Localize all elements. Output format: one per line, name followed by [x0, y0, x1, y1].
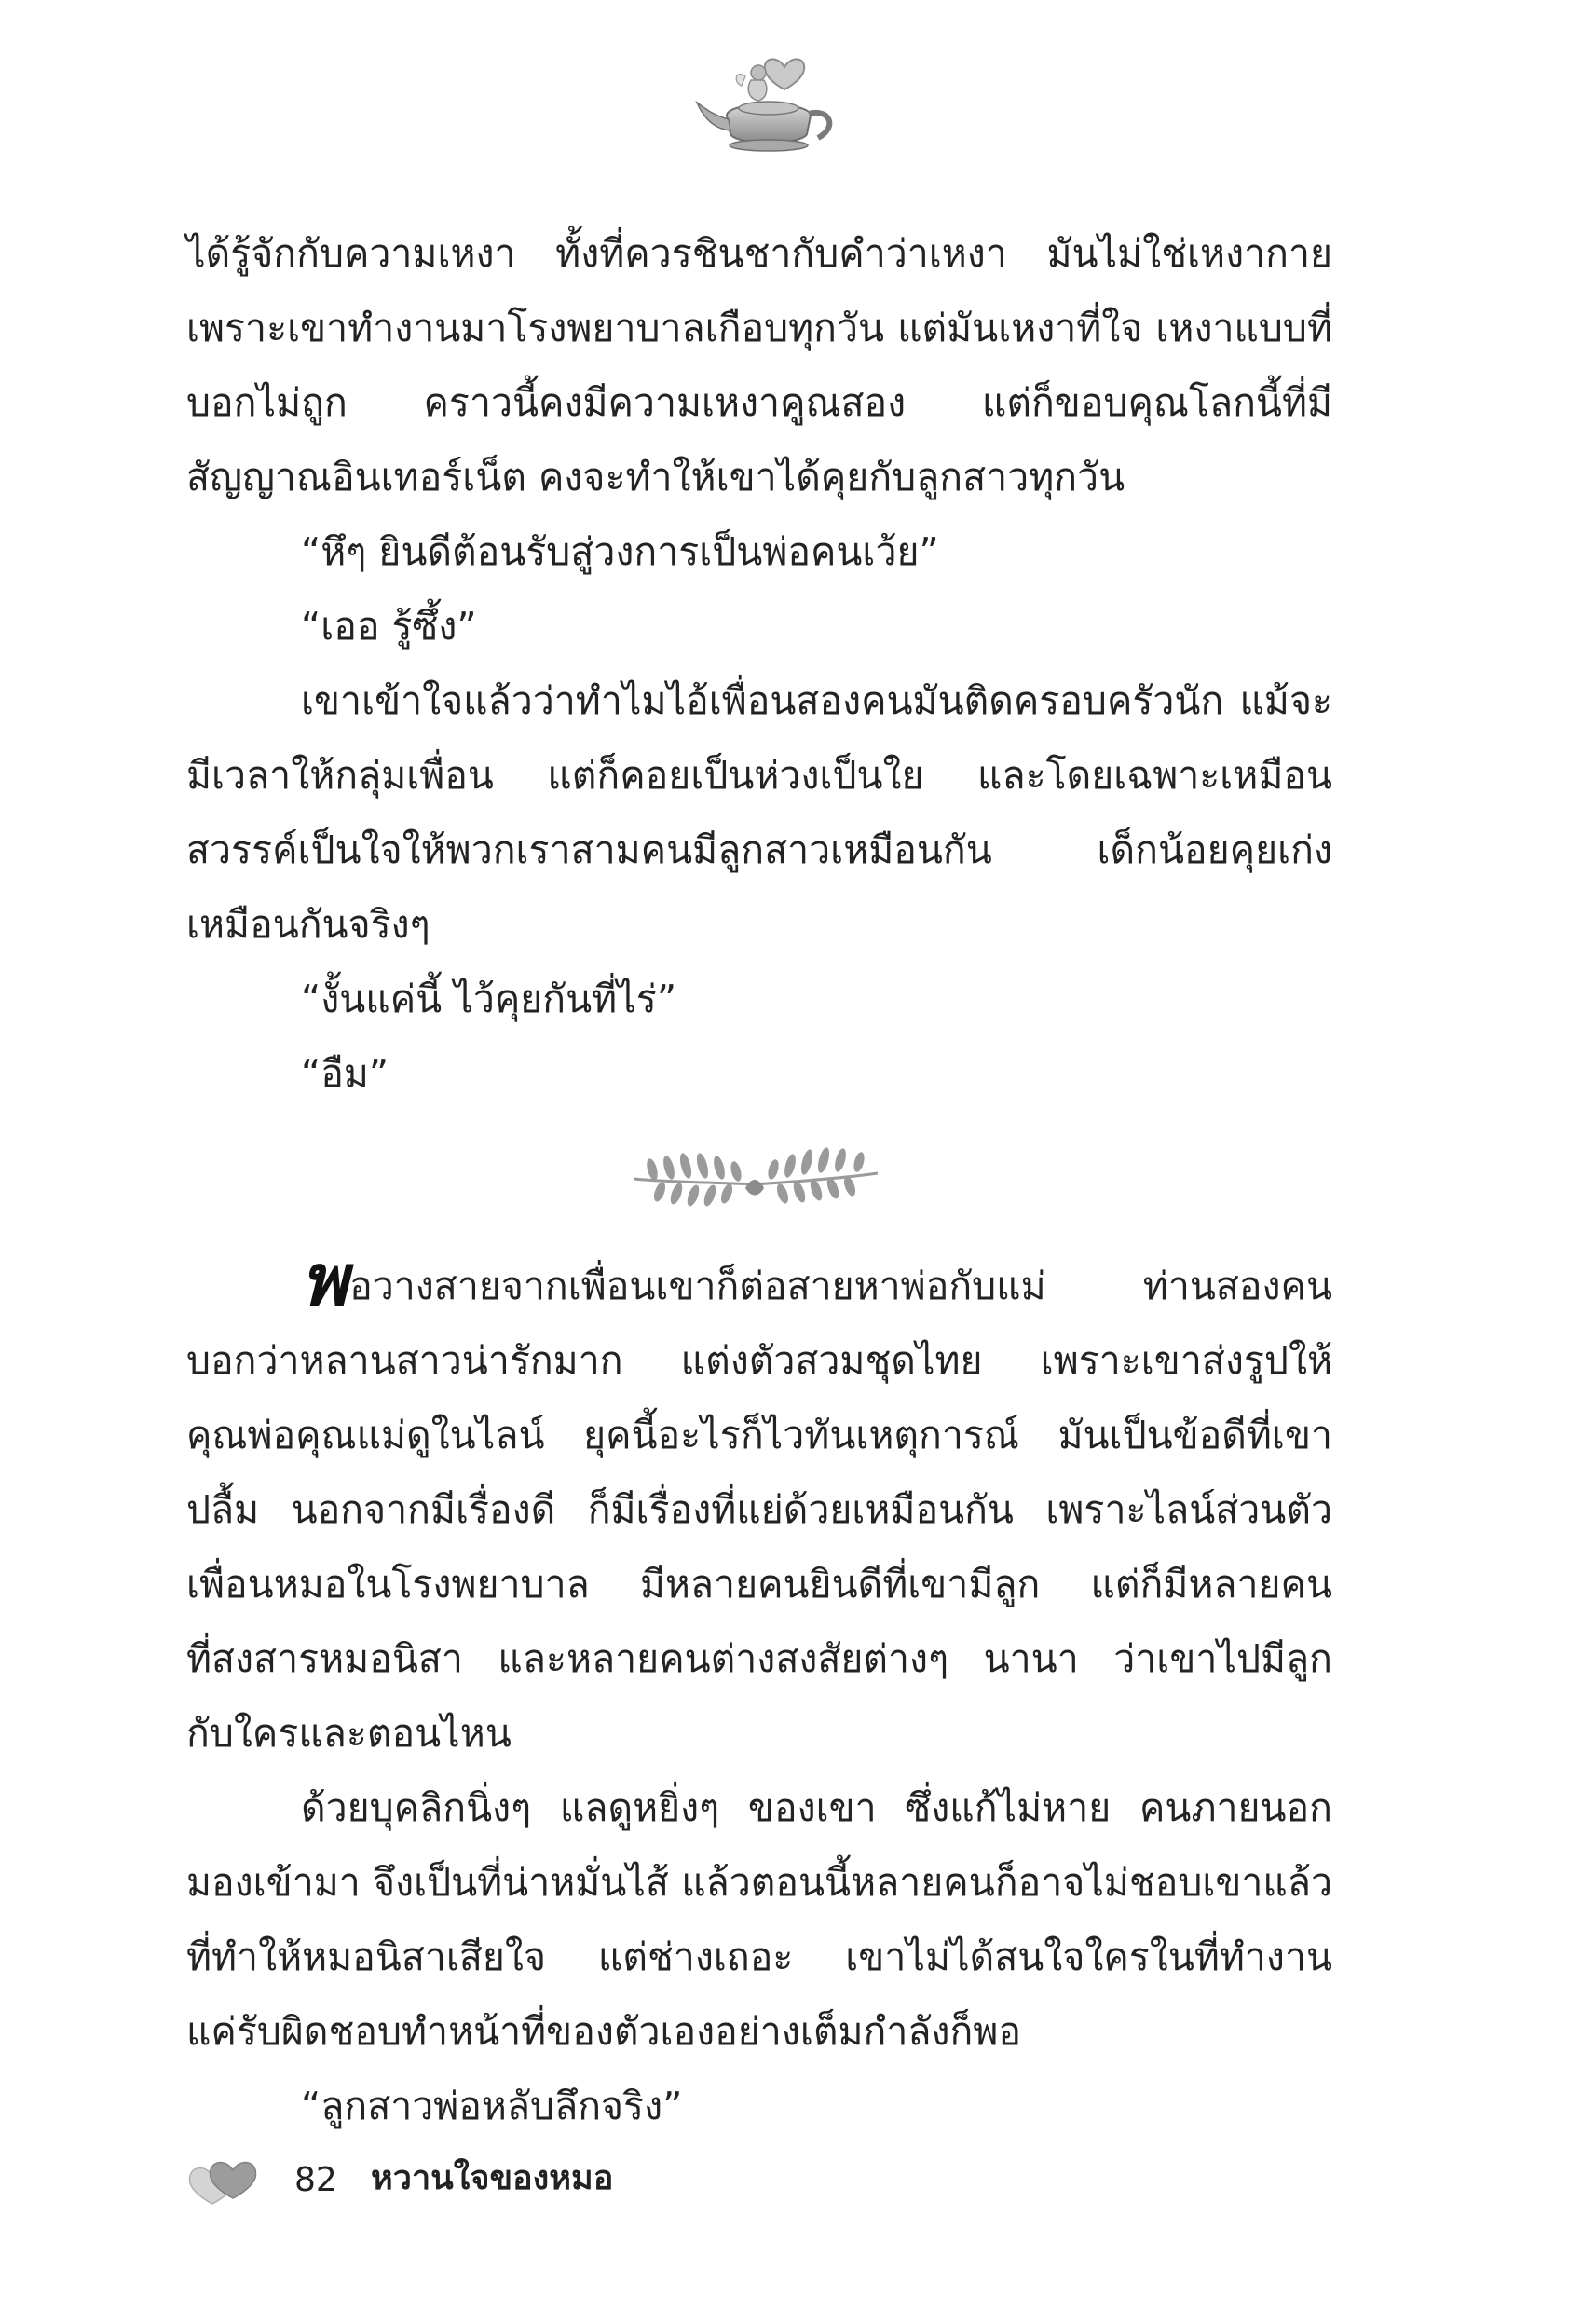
- text-line: เพราะเขาทำงานมาโรงพยาบาลเกือบทุกวัน แต่มันเหงาที่ใจ เหงาแบบที่: [186, 306, 1332, 350]
- leaf-branch-icon: [615, 1142, 894, 1216]
- text-line: บอกไม่ถูก คราวนี้คงมีความเหงาคูณสอง แต่ก็ขอบคุณโลกนี้ที่มี: [186, 380, 1332, 425]
- text-line: เหมือนกันจริงๆ: [186, 902, 430, 947]
- text-line: คุณพ่อคุณแม่ดูในไลน์ ยุคนี้อะไรก็ไวทันเหตุการณ์ มันเป็นข้อดีที่เขา: [186, 1413, 1332, 1457]
- text-line: กับใครและตอนไหน: [186, 1711, 512, 1756]
- text-line: ด้วยบุคลิกนิ่งๆ แลดูหยิ่งๆ ของเขา ซึ่งแก้ไม่หาย คนภายนอก: [301, 1785, 1332, 1830]
- first-line-text: อวางสายจากเพื่อนเขาก็ต่อสายหาพ่อกับแม่ ท่านสองคน: [349, 1264, 1332, 1308]
- paragraph-block-1: [186, 216, 1332, 1111]
- text-line: มีเวลาให้กลุ่มเพื่อน แต่ก็คอยเป็นห่วงเป็นใย และโดยเฉพาะเหมือน: [186, 753, 1332, 798]
- dialogue-line: “ลูกสาวพ่อหลับลึกจริง”: [301, 2084, 683, 2128]
- text-line: ที่ทำให้หมอนิสาเสียใจ แต่ช่างเถอะ เขาไม่ได้สนใจใครในที่ทำงาน: [186, 1935, 1332, 1979]
- dialogue-line: “เออ รู้ซึ้ง”: [301, 604, 477, 649]
- text-line-first: [186, 1238, 1332, 1323]
- paragraph-block-2: [186, 1238, 1332, 2143]
- hearts-icon: [184, 2148, 268, 2213]
- dialogue-line: “หึๆ ยินดีต้อนรับสู่วงการเป็นพ่อคนเว้ย”: [301, 529, 939, 574]
- drop-cap: พ: [301, 1238, 348, 1321]
- text-line: ได้รู้จักกับความเหงา ทั้งที่ควรชินชากับคำว่าเหงา มันไม่ใช่เหงากาย: [186, 231, 1332, 276]
- text-line: บอกว่าหลานสาวน่ารักมาก แต่งตัวสวมชุดไทย เพราะเขาส่งรูปให้: [186, 1338, 1332, 1383]
- text-line: เพื่อนหมอในโรงพยาบาล มีหลายคนยินดีที่เขามีลูก แต่ก็มีหลายคน: [186, 1562, 1332, 1607]
- book-title: หวานใจของหมอ: [371, 2159, 614, 2197]
- text-line: สัญญาณอินเทอร์เน็ต คงจะทำให้เขาได้คุยกับลูกสาวทุกวัน: [186, 455, 1125, 499]
- text-line: สวรรค์เป็นใจให้พวกเราสามคนมีลูกสาวเหมือนกัน เด็กน้อยคุยเก่ง: [186, 827, 1332, 872]
- text-line: มองเข้ามา จึงเป็นที่น่าหมั่นไส้ แล้วตอนนี้หลายคนก็อาจไม่ชอบเขาแล้ว: [186, 1860, 1332, 1905]
- text-line: เขาเข้าใจแล้วว่าทำไมไอ้เพื่อนสองคนมันติดครอบครัวนัก แม้จะ: [301, 678, 1332, 723]
- page-footer: [184, 2148, 743, 2213]
- text-line: ปลื้ม นอกจากมีเรื่องดี ก็มีเรื่องที่แย่ด้วยเหมือนกัน เพราะไลน์ส่วนตัว: [186, 1487, 1332, 1532]
- page-number: 82: [294, 2161, 337, 2199]
- dialogue-line: “อืม”: [301, 1051, 389, 1096]
- text-line: ที่สงสารหมอนิสา และหลายคนต่างสงสัยต่างๆ นานา ว่าเขาไปมีลูก: [186, 1636, 1332, 1681]
- text-line: แค่รับผิดชอบทำหน้าที่ของตัวเองอย่างเต็มกำลังก็พอ: [186, 2009, 1021, 2054]
- dialogue-line: “งั้นแค่นี้ ไว้คุยกันที่ไร่”: [301, 977, 677, 1021]
- teapot-with-cupid-icon: [680, 48, 857, 160]
